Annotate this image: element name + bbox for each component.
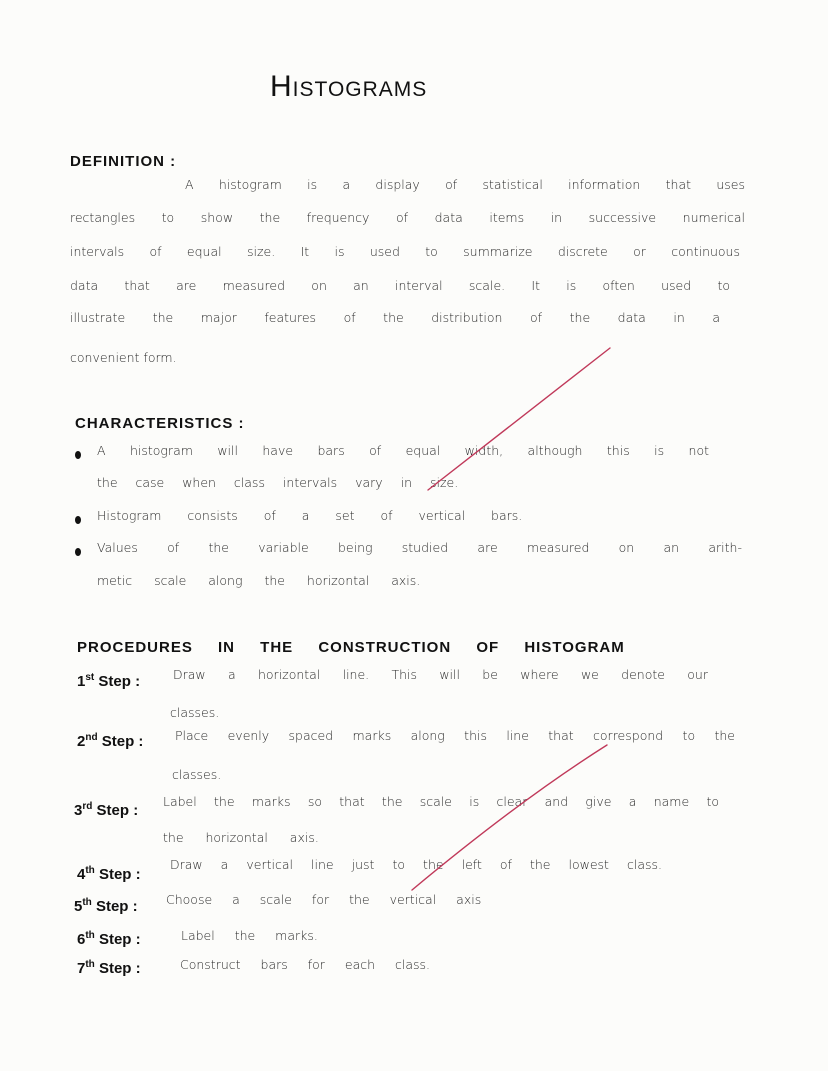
step-text: Label the marks. xyxy=(181,928,318,943)
page-title: Histograms xyxy=(270,70,428,103)
step-label: 2nd Step : xyxy=(77,732,144,750)
step-text: Draw a horizontal line. This will be where we denote our xyxy=(173,667,708,682)
step-text: Draw a vertical line just to the left of the lowest class. xyxy=(170,857,662,872)
bullet-icon xyxy=(75,516,81,524)
step-text: classes. xyxy=(172,767,222,782)
bullet-icon xyxy=(75,451,81,459)
step-text: Place evenly spaced marks along this line that correspond to the xyxy=(175,728,735,743)
definition-line: data that are measured on an interval scale. It is often used to xyxy=(70,278,730,293)
definition-heading: DEFINITION : xyxy=(70,153,177,170)
step-label: 7th Step : xyxy=(77,959,141,977)
step-label: 4th Step : xyxy=(77,865,141,883)
characteristic-line: metic scale along the horizontal axis. xyxy=(97,573,421,588)
step-text: classes. xyxy=(170,705,220,720)
step-text: the horizontal axis. xyxy=(163,830,319,845)
characteristic-line: the case when class intervals vary in size. xyxy=(97,475,459,490)
characteristic-line: Histogram consists of a set of vertical bars. xyxy=(97,508,523,523)
characteristic-line: Values of the variable being studied are measured on an arith- xyxy=(97,540,742,555)
definition-line: illustrate the major features of the distribution of the data in a xyxy=(70,310,720,325)
step-label: 3rd Step : xyxy=(74,801,139,819)
definition-line: A histogram is a display of statistical information that uses xyxy=(185,177,745,192)
step-label: 6th Step : xyxy=(77,930,141,948)
step-label: 5th Step : xyxy=(74,897,138,915)
step-text: Choose a scale for the vertical axis xyxy=(166,892,482,907)
definition-line: intervals of equal size. It is used to summarize discrete or continuous xyxy=(70,244,740,259)
characteristics-heading: CHARACTERISTICS : xyxy=(75,415,245,432)
step-text: Construct bars for each class. xyxy=(180,957,431,972)
step-text: Label the marks so that the scale is clear and give a name to xyxy=(163,794,719,809)
bullet-icon xyxy=(75,548,81,556)
definition-line: rectangles to show the frequency of data items in successive numerical xyxy=(70,210,745,225)
characteristic-line: A histogram will have bars of equal width, although this is not xyxy=(97,443,709,458)
definition-line: convenient form. xyxy=(70,350,177,365)
procedures-heading: PROCEDURES IN THE CONSTRUCTION OF HISTOGRAM xyxy=(77,639,625,656)
step-label: 1st Step : xyxy=(77,672,141,690)
